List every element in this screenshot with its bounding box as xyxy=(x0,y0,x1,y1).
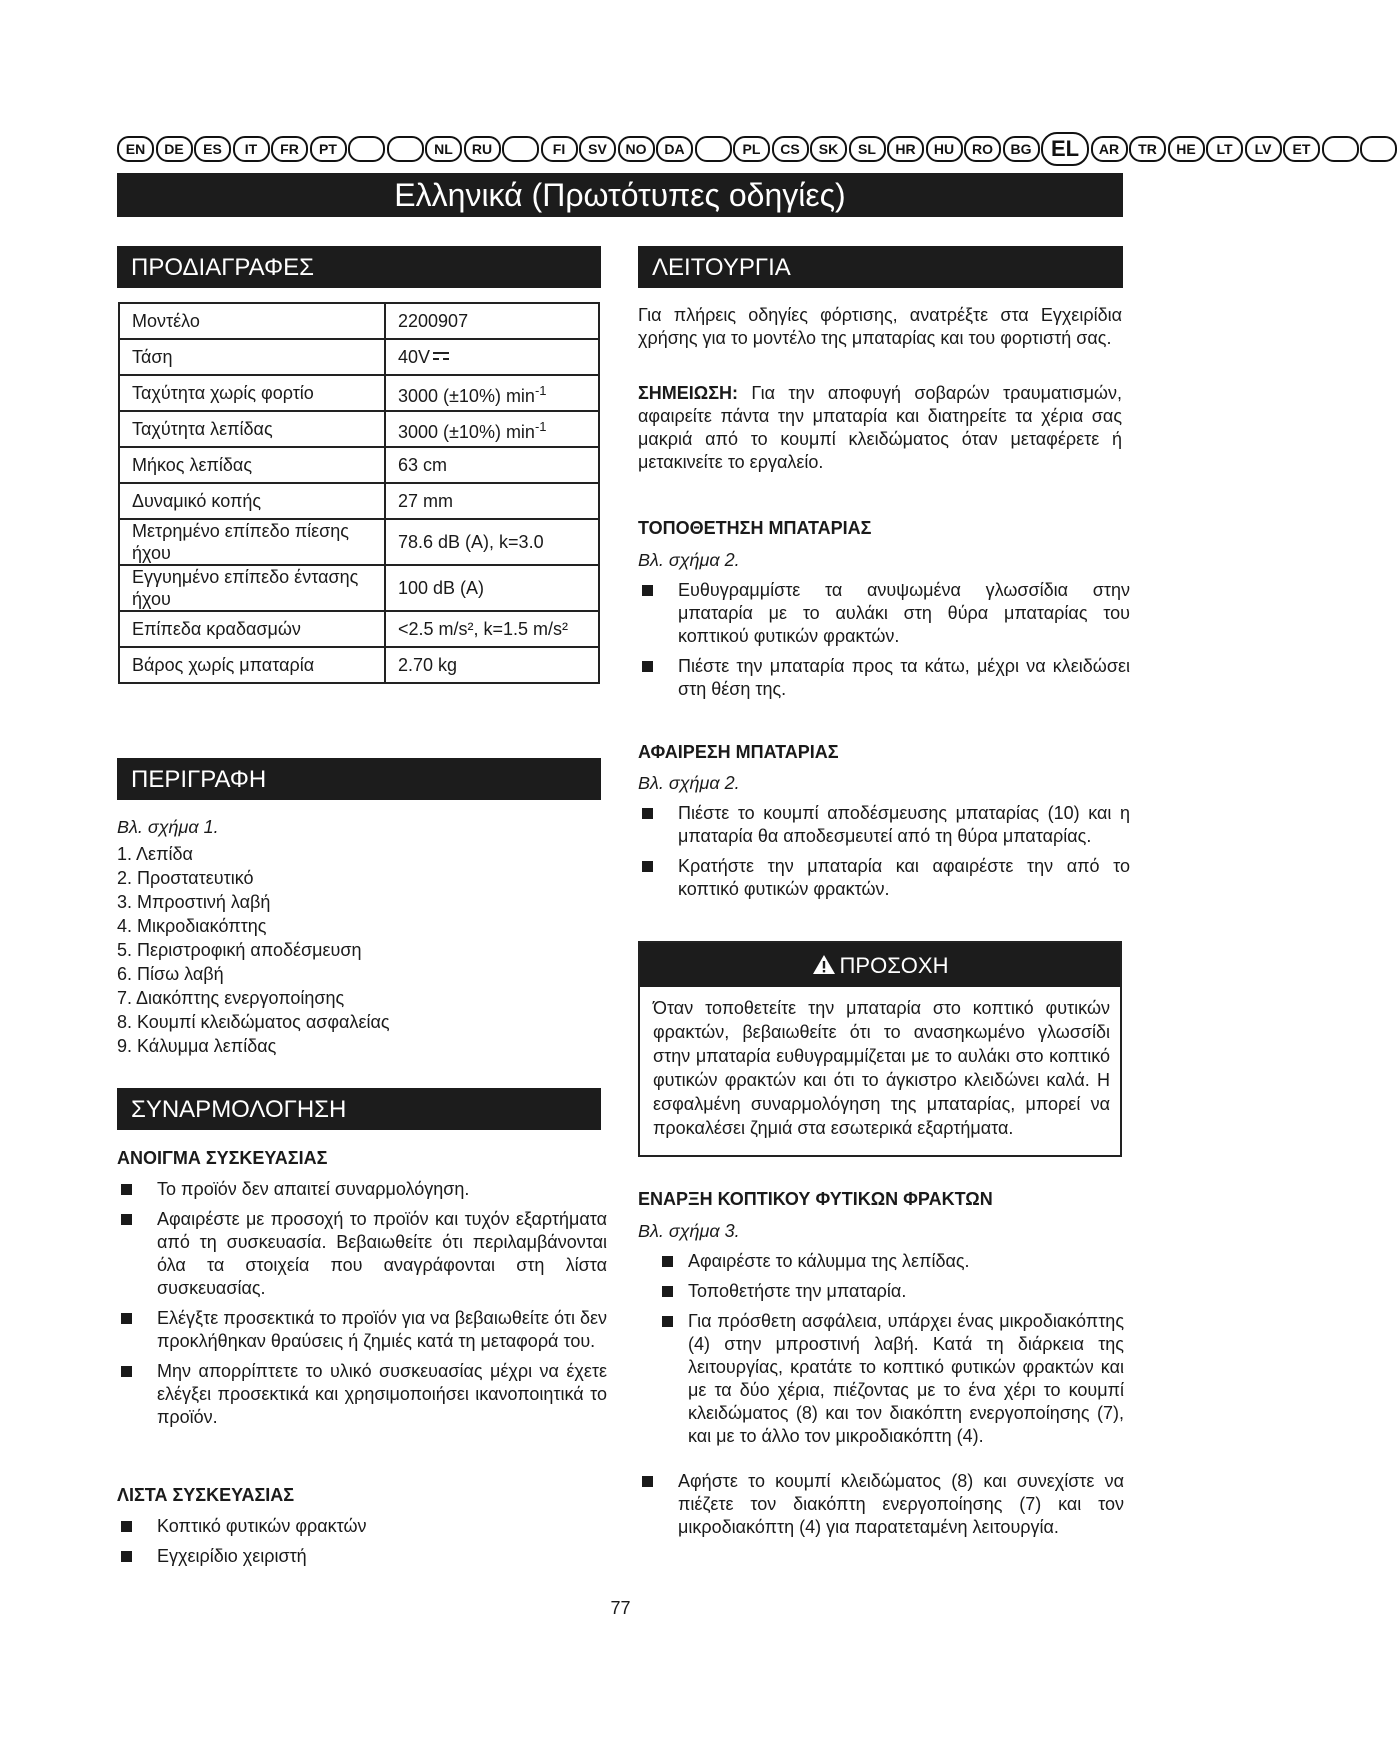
operation-note xyxy=(638,382,1122,474)
lang-tab-hu: HU xyxy=(926,136,963,162)
remove-battery-list xyxy=(638,802,1130,908)
description-figure-ref: Βλ. σχήμα 1. xyxy=(117,817,219,837)
unpacking-list xyxy=(117,1178,607,1436)
start-figure-ref: Βλ. σχήμα 3. xyxy=(638,1221,740,1241)
lang-tab-sl: SL xyxy=(849,136,886,162)
install-figure-ref: Βλ. σχήμα 2. xyxy=(638,550,740,570)
spec-row xyxy=(119,483,599,519)
remove-figure-ref: Βλ. σχήμα 2. xyxy=(638,773,740,793)
spec-row xyxy=(119,303,599,339)
spec-value-text: 3000 (±10%) min xyxy=(398,385,535,406)
list-item-text: Αφαιρέστε το κάλυμμα της λεπίδας. xyxy=(688,1251,970,1271)
list-item: 7. Διακόπτης ενεργοποίησης xyxy=(117,988,345,1008)
list-item: 8. Κουμπί κλειδώματος ασφαλείας xyxy=(117,1012,390,1032)
spec-value-text: 3000 (±10%) min xyxy=(398,421,535,442)
lang-tab-sk: SK xyxy=(810,136,847,162)
spec-row xyxy=(119,611,599,647)
list-item xyxy=(117,1307,607,1353)
start-list-last xyxy=(638,1470,1124,1546)
spec-label: Βάρος χωρίς μπαταρία xyxy=(119,647,385,683)
install-battery-heading: ΤΟΠΟΘΕΤΗΣΗ ΜΠΑΤΑΡΙΑΣ xyxy=(638,518,872,538)
list-item-text: Ευθυγραμμίστε τα ανυψωμένα γλωσσίδια στην μπαταρία με το αυλάκι στη θύρα μπαταρίας του κοπτικού φυτικών φρακτών. xyxy=(678,580,1130,646)
bullet-icon xyxy=(121,1521,132,1532)
bullet-icon xyxy=(662,1286,673,1297)
bullet-icon xyxy=(121,1313,132,1324)
caution-text: Όταν τοποθετείτε την μπαταρία στο κοπτικό φυτικών φρακτών, βεβαιωθείτε ότι το ανασηκωμένο γλωσσίδι στην μπαταρία ευθυγραμμίζεται με το αυλάκι στο κοπτικό φυτικών φρακτών και ότι το άγκιστρο κλειδώνει καλά. Η εσφαλμένη συναρμολόγηση της μπαταρίας, μπορεί να προκαλέσει ζημιά στα εσωτερικά εξαρτήματα. xyxy=(653,998,1110,1138)
lang-tab-cs: CS xyxy=(772,136,809,162)
spec-label: Μήκος λεπίδας xyxy=(119,447,385,483)
list-item-text: Αφαιρέστε με προσοχή το προϊόν και τυχόν εξαρτήματα από τη συσκευασία. Βεβαιωθείτε ότι περιλαμβάνονται όλα τα στοιχεία που αναγράφονται στη λίστα συσκευασίας. xyxy=(157,1209,607,1298)
spec-label: Εγγυημένο επίπεδο έντασης ήχου xyxy=(119,565,385,611)
specs-heading: ΠΡΟΔΙΑΓΡΑΦΕΣ xyxy=(117,246,601,288)
lang-tab-sv: SV xyxy=(579,136,616,162)
caution-box xyxy=(638,941,1122,1157)
spec-value xyxy=(385,303,599,339)
spec-value xyxy=(385,339,599,375)
list-item-text: Αφήστε το κουμπί κλειδώματος (8) και συνεχίστε να πιέζετε τον διακόπτη ενεργοποίησης (7) και τον μικροδιακόπτη (4) για παρατεταμένη λειτουργία. xyxy=(678,1471,1124,1537)
lang-tab-pl: PL xyxy=(733,136,770,162)
lang-tab-it: IT xyxy=(233,136,270,162)
spec-label: Μοντέλο xyxy=(119,303,385,339)
list-item xyxy=(117,1515,607,1538)
spec-label: Ταχύτητα χωρίς φορτίο xyxy=(119,375,385,411)
list-item xyxy=(638,802,1130,848)
bullet-icon xyxy=(662,1316,673,1327)
spec-row xyxy=(119,519,599,565)
spec-value xyxy=(385,483,599,519)
note-text: Για την αποφυγή σοβαρών τραυματισμών, αφαιρείτε πάντα την μπαταρία και διατηρείτε τα χέρια σας μακριά από το κουμπί κλειδώματος όταν μεταφέρετε ή μετακινείτε το εργαλείο. xyxy=(638,383,1122,472)
lang-tab-ar: AR xyxy=(1091,136,1128,162)
spec-value-text: 78.6 dB (A), k=3.0 xyxy=(398,532,544,552)
list-item xyxy=(658,1280,1124,1303)
bullet-icon xyxy=(642,661,653,672)
list-item-text: Εγχειρίδιο χειριστή xyxy=(157,1546,307,1566)
lang-tab-empty xyxy=(387,136,424,162)
list-item xyxy=(638,855,1130,901)
bullet-icon xyxy=(662,1256,673,1267)
start-heading: ΕΝΑΡΞΗ ΚΟΠΤΙΚΟΥ ΦΥΤΙΚΩΝ ΦΡΑΚΤΩΝ xyxy=(638,1189,993,1209)
spec-row xyxy=(119,339,599,375)
spec-value-text: <2.5 m/s², k=1.5 m/s² xyxy=(398,619,569,639)
spec-row xyxy=(119,447,599,483)
spec-label: Επίπεδα κραδασμών xyxy=(119,611,385,647)
spec-row xyxy=(119,411,599,447)
spec-value xyxy=(385,519,599,565)
bullet-icon xyxy=(121,1184,132,1195)
list-item xyxy=(117,1208,607,1300)
spec-label: Μετρημένο επίπεδο πίεσης ήχου xyxy=(119,519,385,565)
bullet-icon xyxy=(121,1366,132,1377)
list-item xyxy=(638,1470,1124,1539)
lang-tab-bg: BG xyxy=(1003,136,1040,162)
spec-value xyxy=(385,447,599,483)
list-item-text: Κρατήστε την μπαταρία και αφαιρέστε την από το κοπτικό φυτικών φρακτών. xyxy=(678,856,1130,899)
spec-value-unit-exponent: -1 xyxy=(534,418,547,434)
lang-tab-hr: HR xyxy=(887,136,924,162)
lang-tab-fr: FR xyxy=(271,136,308,162)
spec-row xyxy=(119,647,599,683)
spec-label: Τάση xyxy=(119,339,385,375)
spec-row xyxy=(119,565,599,611)
lang-tab-empty xyxy=(1322,136,1359,162)
spec-value xyxy=(385,375,599,411)
lang-tab-lt: LT xyxy=(1206,136,1243,162)
page-title: Ελληνικά (Πρωτότυπες οδηγίες) xyxy=(117,173,1123,217)
spec-value-text: 27 mm xyxy=(398,491,454,511)
bullet-icon xyxy=(642,861,653,872)
lang-tab-no: NO xyxy=(618,136,655,162)
bullet-icon xyxy=(642,808,653,819)
list-item: 1. Λεπίδα xyxy=(117,844,193,864)
list-item: 3. Μπροστινή λαβή xyxy=(117,892,271,912)
lang-tab-fi: FI xyxy=(541,136,578,162)
bullet-icon xyxy=(642,1476,653,1487)
unpacking-heading: ΑΝΟΙΓΜΑ ΣΥΣΚΕΥΑΣΙΑΣ xyxy=(117,1148,328,1168)
spec-value-text: 63 cm xyxy=(398,455,448,475)
caution-header xyxy=(640,943,1120,987)
spec-value-text: 40V xyxy=(398,347,431,367)
list-item: 5. Περιστροφική αποδέσμευση xyxy=(117,940,362,960)
spec-label: Δυναμικό κοπής xyxy=(119,483,385,519)
list-item-text: Το προϊόν δεν απαιτεί συναρμολόγηση. xyxy=(157,1179,470,1199)
list-item xyxy=(117,1360,607,1429)
lang-tab-he: HE xyxy=(1168,136,1205,162)
caution-title: ΠΡΟΣΟΧΗ xyxy=(839,953,949,978)
start-list xyxy=(658,1250,1124,1455)
list-item-text: Για πρόσθετη ασφάλεια, υπάρχει ένας μικροδιακόπτης (4) στην μπροστινή λαβή. Κατά τη διάρκεια της λειτουργίας, κρατάτε το κοπτικό φυτικών φρακτών και με τα δύο χέρια, πιέζοντας με το ένα χέρι το κουμπί κλειδώματος (8) και τον διακόπτη ενεργοποίησης (7), και με το άλλο τον μικροδιακόπτη (4). xyxy=(688,1311,1124,1446)
spec-label: Ταχύτητα λεπίδας xyxy=(119,411,385,447)
note-label: ΣΗΜΕΙΩΣΗ: xyxy=(638,383,739,403)
dc-symbol-icon xyxy=(433,352,449,362)
lang-tab-ro: RO xyxy=(964,136,1001,162)
lang-tab-es: ES xyxy=(194,136,231,162)
list-item: 6. Πίσω λαβή xyxy=(117,964,224,984)
list-item xyxy=(658,1310,1124,1448)
list-item xyxy=(117,1545,607,1568)
lang-tab-de: DE xyxy=(156,136,193,162)
list-item xyxy=(638,579,1130,648)
list-item-text: Κοπτικό φυτικών φρακτών xyxy=(157,1516,367,1536)
lang-tab-empty xyxy=(695,136,732,162)
assembly-heading: ΣΥΝΑΡΜΟΛΟΓΗΣΗ xyxy=(117,1088,601,1130)
list-item-text: Πιέστε το κουμπί αποδέσμευσης μπαταρίας (10) και η μπαταρία θα αποδεσμευτεί από τη θύρα μπαταρίας. xyxy=(678,803,1130,846)
lang-tab-lv: LV xyxy=(1245,136,1282,162)
operation-intro: Για πλήρεις οδηγίες φόρτισης, ανατρέξτε στα Εγχειρίδια χρήσης για το μοντέλο της μπαταρίας και του φορτιστή σας. xyxy=(638,305,1122,348)
page-number: 77 xyxy=(610,1598,631,1618)
list-item: 9. Κάλυμμα λεπίδας xyxy=(117,1036,277,1056)
spec-value-unit-exponent: -1 xyxy=(534,382,547,398)
list-item: 4. Μικροδιακόπτης xyxy=(117,916,267,936)
lang-tab-empty xyxy=(348,136,385,162)
description-heading: ΠΕΡΙΓΡΑΦΗ xyxy=(117,758,601,800)
remove-battery-heading: ΑΦΑΙΡΕΣΗ ΜΠΑΤΑΡΙΑΣ xyxy=(638,742,839,762)
lang-tab-empty xyxy=(502,136,539,162)
list-item xyxy=(658,1250,1124,1273)
list-item-text: Τοποθετήστε την μπαταρία. xyxy=(688,1281,907,1301)
lang-tab-el: EL xyxy=(1041,132,1089,166)
list-item xyxy=(117,1178,607,1201)
lang-tab-ru: RU xyxy=(464,136,501,162)
list-item-text: Ελέγξτε προσεκτικά το προϊόν για να βεβαιωθείτε ότι δεν προκλήθηκαν θραύσεις ή ζημιές κατά τη μεταφορά του. xyxy=(157,1308,607,1351)
parts-list xyxy=(117,842,390,1058)
list-item-text: Πιέστε την μπαταρία προς τα κάτω, μέχρι να κλειδώσει στη θέση της. xyxy=(678,656,1130,699)
operation-heading: ΛΕΙΤΟΥΡΓΙΑ xyxy=(638,246,1123,288)
language-tabs xyxy=(117,132,1311,164)
specs-table xyxy=(118,302,600,684)
spec-value xyxy=(385,565,599,611)
install-battery-list xyxy=(638,579,1130,708)
spec-value xyxy=(385,647,599,683)
lang-tab-et: ET xyxy=(1283,136,1320,162)
list-item xyxy=(638,655,1130,701)
warning-icon xyxy=(812,954,836,975)
spec-row xyxy=(119,375,599,411)
lang-tab-da: DA xyxy=(656,136,693,162)
spec-value-text: 2200907 xyxy=(398,311,469,331)
bullet-icon xyxy=(642,585,653,596)
lang-tab-tr: TR xyxy=(1129,136,1166,162)
packing-list xyxy=(117,1515,607,1575)
lang-tab-pt: PT xyxy=(310,136,347,162)
spec-value-text: 100 dB (A) xyxy=(398,578,485,598)
bullet-icon xyxy=(121,1214,132,1225)
list-item: 2. Προστατευτικό xyxy=(117,868,254,888)
lang-tab-nl: NL xyxy=(425,136,462,162)
spec-value xyxy=(385,611,599,647)
bullet-icon xyxy=(121,1551,132,1562)
list-item-text: Μην απορρίπτετε το υλικό συσκευασίας μέχρι να έχετε ελέγξει προσεκτικά και χρησιμοποιήσει ικανοποιητικά το προϊόν. xyxy=(157,1361,607,1427)
lang-tab-empty xyxy=(1360,136,1397,162)
spec-value-text: 2.70 kg xyxy=(398,655,458,675)
lang-tab-en: EN xyxy=(117,136,154,162)
spec-value xyxy=(385,411,599,447)
packing-list-heading: ΛΙΣΤΑ ΣΥΣΚΕΥΑΣΙΑΣ xyxy=(117,1485,295,1505)
